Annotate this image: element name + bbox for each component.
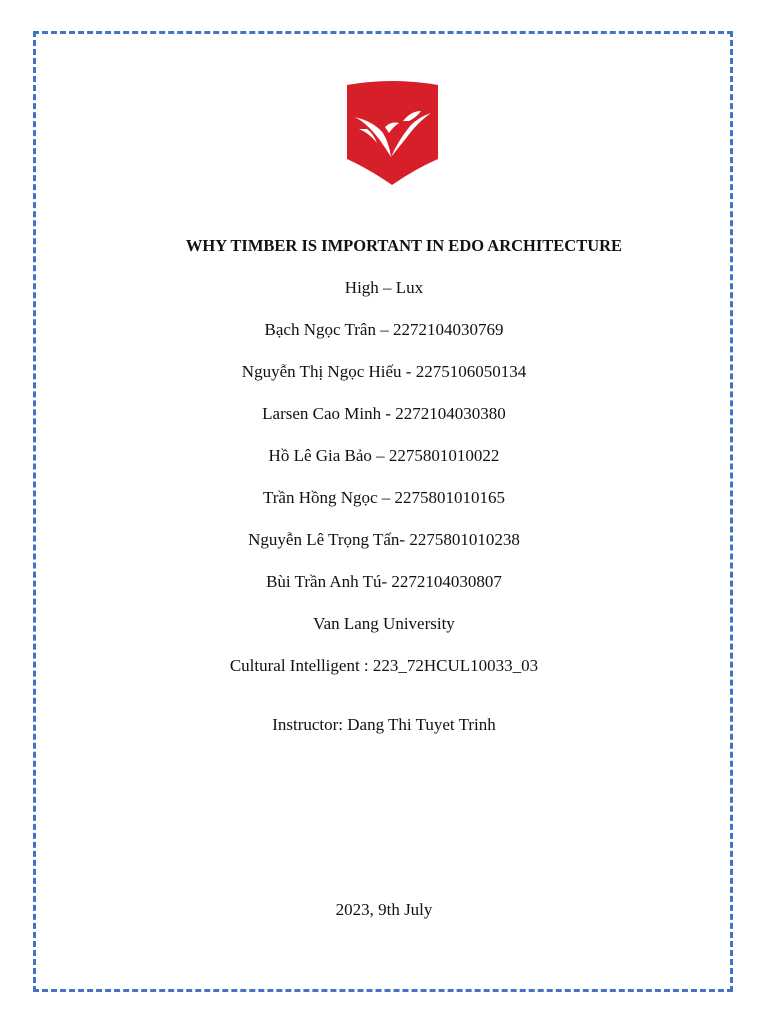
course-code: Cultural Intelligent : 223_72HCUL10033_03	[229, 656, 539, 675]
university-name: Van Lang University	[313, 614, 455, 633]
member-line: Larsen Cao Minh - 2272104030380	[262, 404, 506, 423]
member-line: Nguyễn Thị Ngọc Hiếu - 2275106050134	[241, 362, 527, 381]
instructor-name: Instructor: Dang Thi Tuyet Trinh	[272, 715, 496, 734]
member-line: Nguyễn Lê Trọng Tấn- 2275801010238	[248, 530, 520, 549]
member-line: Bạch Ngọc Trân – 2272104030769	[264, 320, 504, 339]
member-line: Trần Hồng Ngọc – 2275801010165	[262, 488, 506, 507]
member-line: Hồ Lê Gia Bảo – 2275801010022	[268, 446, 500, 465]
document-title: WHY TIMBER IS IMPORTANT IN EDO ARCHITECTURE	[185, 236, 623, 255]
university-logo	[345, 81, 440, 186]
submission-date: 2023, 9th July	[335, 900, 433, 919]
member-line: Bùi Trần Anh Tú- 2272104030807	[266, 572, 502, 591]
group-name: High – Lux	[344, 278, 424, 297]
